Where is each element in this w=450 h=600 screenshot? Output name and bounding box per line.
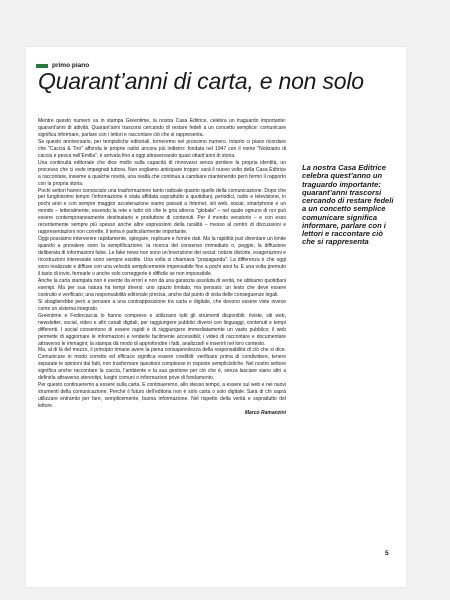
magazine-page [26, 47, 406, 587]
article-paragraph: Mentre questo numero va in stampa Greentime, la nostra Casa Editrice, celebra un traguardo importante: quarant’anni di attività. Quarant’anni trascorsi cercando di restare fedeli a un concetto semplice: comunicare significa informare, parlare con i lettori e raccontare ciò che si rappresenta. [38, 118, 286, 138]
section-accent-bar [36, 64, 48, 68]
article-paragraph: Pochi settori hanno conosciuto una trasformazione tanto radicale quanto quello della comunicazione. Dopo che per lunghissimo tempo l’informazione è stata affidata soprattutto a quotidiani, periodici, radio e televisione, in pochi anni e con sempre maggior accelerazione siamo passati a Internet, siti web, social, smartphone e un mondo – letteralmente, essendo la rete e tutto ciò che le gira attorno "globale" – nel quale ognuno di noi può essere contemporaneamente destinatario e produttore di contenuti. Per il mondo venatorio – e con esso recentemente sempre più spesso anche altre espressioni della ruralità – messo al centro di discussioni e rappresentazioni non corrette, il tema è particolarmente importante. [38, 187, 286, 236]
article-paragraph: Anche la carta stampata non è esente da errori e non dà una garanzia assoluta di verità, ne abbiamo quotidiani esempi. Ma per sua natura ha tempi diversi: uno spazio limitato, ma pensato; un testo che deve essere costruito e verificato; una responsabilità editoriale precisa, anche dal punto di vista delle conseguenze legali. [38, 277, 286, 298]
article-paragraph: Oggi possiamo intervenire rapidamente, spiegare, replicare e fornire dati. Ma la rapidità può diventare un limite quando a prevalere sono la semplificazione, la ricerca del consenso immediato o, peggio, la diffusione deliberata di informazioni false. Le fake news non sono un’invenzione dei social: notizie distorte, esagerazioni e ricostruzioni interessate sono sempre esistite. Una volta si chiamava "propaganda". La differenza è che oggi sono realizzate e diffuse con una velocità semplicemente impensabile fino a pochi anni fa. E una volta premuto il tasto di invio, fermarle o anche solo correggerle è difficile se non impossibile. [38, 236, 286, 277]
article-paragraph: Una continuità editoriale che dice molto sulla capacità di rinnovarsi senza perdere la propria identità, un processo che ci vede impegnati tuttora. Non vogliamo anticipare troppo: sarà il nuovo volto della Casa Editrice a raccontare, insieme a qualche novità, una realtà che continua a cambiare mantenendo però fermo il rapporto con la propria storia. [38, 159, 286, 187]
pull-quote: La nostra Casa Editrice celebra quest’anno un traguardo importante: quarant’anni trascorsi cercando di restare fedeli a un concetto semplice comunicare significa informare, parlare con i lettori e raccontare ciò che si rappresenta [302, 163, 394, 247]
article-paragraph: Per questo continueremo a essere sulla carta. E continueremo, allo stesso tempo, a essere sul web e nei nuovi strumenti della comunicazione. Perché il futuro dell’editoria non è solo carta o solo digitale. Sarà di chi saprà utilizzare entrambi per fare, semplicemente, buona informazione. Nel rispetto della verità e soprattutto del lettore. [38, 382, 286, 410]
article-paragraph: Greentime e Federcaccia lo hanno compreso e utilizzano tutti gli strumenti disponibili: riviste, siti web, newsletter, social, video e altri canali digitali, per raggiungere pubblici diversi con linguaggi, contenuti e tempi differenti. I social consentono di essere rapidi e di raggiungere immediatamente un vasto pubblico; il web permette di aggiornare le informazioni e renderle facilmente accessibili; i video di raccontare e documentare attraverso le immagini; la stampa dà modo di approfondire i fatti, analizzarli e inserirli nel loro contesto. [38, 312, 286, 347]
article-body [38, 118, 286, 417]
article-paragraph: Se questo anniversario, per tempistiche editoriali, torneremo nel prossimo numero. Intanto ci piace ricordare che "Caccia & Tiro" affonda le proprie radici ancora più indietro: fondata nel 1947 con il nome "Notiziario di caccia e pesca nell’Emilia", è arrivata fino a oggi attraversando quasi ottant’anni di storia. [38, 138, 286, 159]
author-signature: Marco Ramanzini [244, 410, 286, 417]
page-number: 5 [385, 550, 389, 557]
section-label: primo piano [52, 62, 90, 69]
article-paragraph: Ma, al di là del mezzo, il principio rimane avere la piena consapevolezza della responsabilità di ciò che si dice. Comunicare in modo corretto ed efficace significa essere credibili: verificare prima di condividere, tenere separate le opinioni dai fatti, non trasformare questioni complesse in risposte semplicistiche. Nel nostro settore significa anche raccontare la caccia, l’ambiente e la sua gestione per ciò che è, senza lasciare siano altri a definirla attraverso stereotipi, luoghi comuni o informazioni prive di fondamento. [38, 347, 286, 382]
article-title: Quarant’anni di carta, e non solo [38, 68, 364, 94]
article-paragraph: Si sbaglierebbe però a pensare a una contrapposizione tra carta e digitale, che devono essere viste invece come un sistema integrato. [38, 298, 286, 312]
